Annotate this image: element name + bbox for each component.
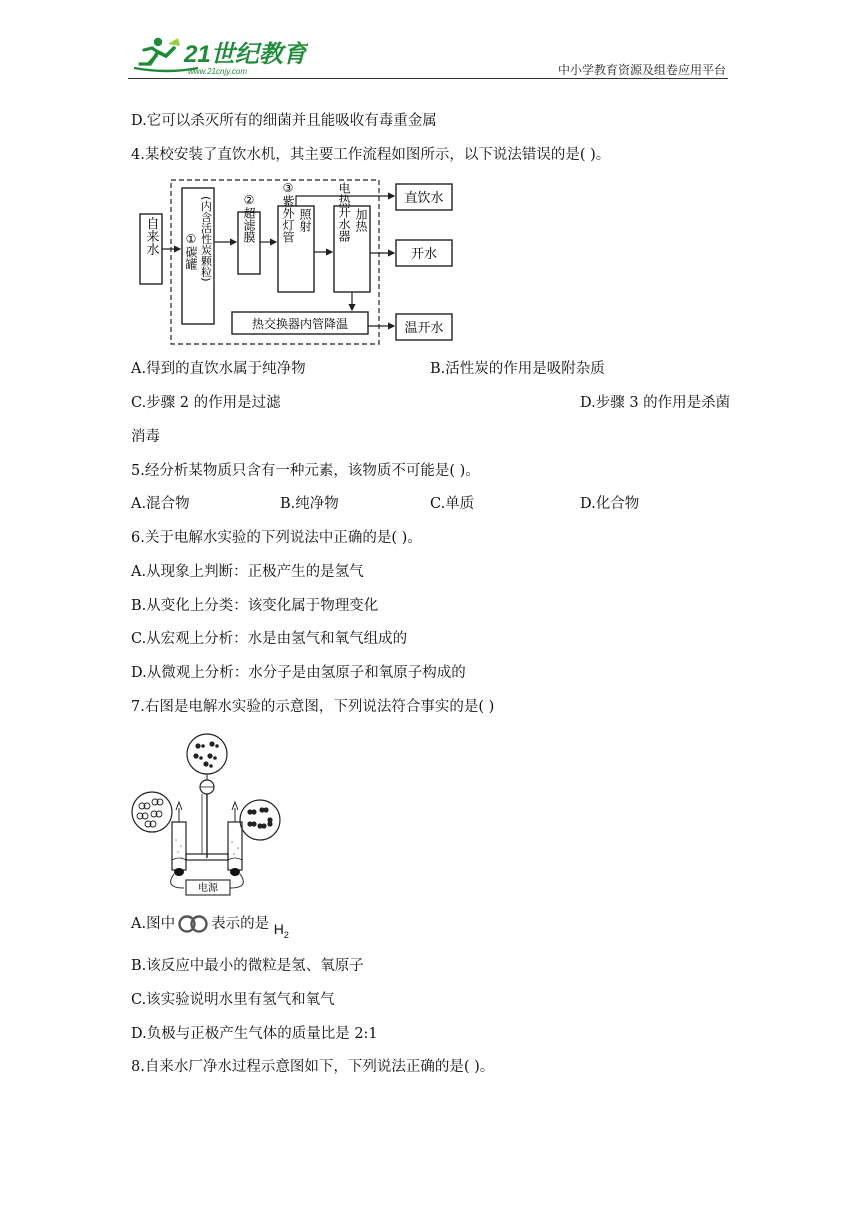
flow-source: 自来水 xyxy=(143,216,159,256)
q6-option-b: B.从变化上分类：该变化属于物理变化 xyxy=(131,598,379,614)
q5-option-c: C.单质 xyxy=(430,496,475,512)
flow-step1: ①碳罐 xyxy=(184,232,198,270)
flow-out1: 直饮水 xyxy=(404,191,444,206)
flow-step3: ③紫外灯管 xyxy=(281,181,295,243)
q4-option-a: A.得到的直饮水属于纯净物 xyxy=(131,361,306,377)
q7-option-a-formula: $H_2$ xyxy=(273,921,289,940)
platform-title: 中小学教育资源及组卷应用平台 xyxy=(557,63,726,77)
q4-flow-diagram xyxy=(128,176,468,348)
q6-stem: 6.关于电解水实验的下列说法中正确的是( )。 xyxy=(131,530,422,546)
flow-heater-side: 加热 xyxy=(354,208,368,232)
q5-option-a: A.混合物 xyxy=(131,496,190,512)
q8-stem: 8.自来水厂净水过程示意图如下，下列说法正确的是( )。 xyxy=(131,1059,495,1075)
q6-option-d: D.从微观上分析：水分子是由氢原子和氧原子构成的 xyxy=(131,665,466,681)
q7-option-c: C.该实验说明水里有氢气和氧气 xyxy=(131,992,335,1008)
flow-step1-note: (内含活性炭颗粒) xyxy=(199,196,213,282)
q7-option-a-pre: A.图中 xyxy=(131,916,176,932)
q7-stem: 7.右图是电解水实验的示意图，下列说法符合事实的是( ) xyxy=(131,699,495,715)
h2-molecule-icon xyxy=(176,915,210,933)
flow-out2: 开水 xyxy=(410,247,438,262)
q7-option-b: B.该反应中最小的微粒是氢、氧原子 xyxy=(131,958,364,974)
flow-step3-side: 照射 xyxy=(298,208,312,232)
q3-option-d: D.它可以杀灭所有的细菌并且能吸收有毒重金属 xyxy=(131,113,437,129)
q7-option-a xyxy=(131,913,289,939)
logo-21cnjy xyxy=(128,34,308,78)
q4-stem: 4.某校安装了直饮水机，其主要工作流程如图所示，以下说法错误的是( )。 xyxy=(131,147,611,163)
power-label: 电源 xyxy=(198,883,218,894)
logo-text: 21世纪教育 xyxy=(184,41,307,68)
page-header xyxy=(128,30,728,80)
q4-option-d: D.步骤 3 的作用是杀菌 xyxy=(580,395,731,411)
q7-electrolysis-diagram xyxy=(128,730,288,896)
q4-option-d-cont: 消毒 xyxy=(131,429,160,445)
q6-option-a: A.从现象上判断：正极产生的是氢气 xyxy=(131,564,364,580)
q5-option-b: B.纯净物 xyxy=(280,496,339,512)
header-divider xyxy=(128,78,728,79)
q7-option-d: D.负极与正极产生气体的质量比是 2:1 xyxy=(131,1026,378,1042)
flow-step2: ②超滤膜 xyxy=(242,193,256,243)
q6-option-c: C.从宏观上分析：水是由氢气和氧气组成的 xyxy=(131,631,408,647)
logo-url: www.21cnjy.com xyxy=(188,67,247,76)
q5-stem: 5.经分析某物质只含有一种元素，该物质不可能是( )。 xyxy=(131,463,480,479)
q4-option-b: B.活性炭的作用是吸附杂质 xyxy=(430,361,605,377)
q4-option-c: C.步骤 2 的作用是过滤 xyxy=(131,395,281,411)
flow-heater: 电热开水器 xyxy=(337,182,351,242)
flow-out3: 温开水 xyxy=(404,321,444,336)
q7-option-a-post: 表示的是 xyxy=(211,916,270,932)
flow-exchanger: 热交换器内管降温 xyxy=(251,317,349,331)
q5-option-d: D.化合物 xyxy=(580,496,640,512)
